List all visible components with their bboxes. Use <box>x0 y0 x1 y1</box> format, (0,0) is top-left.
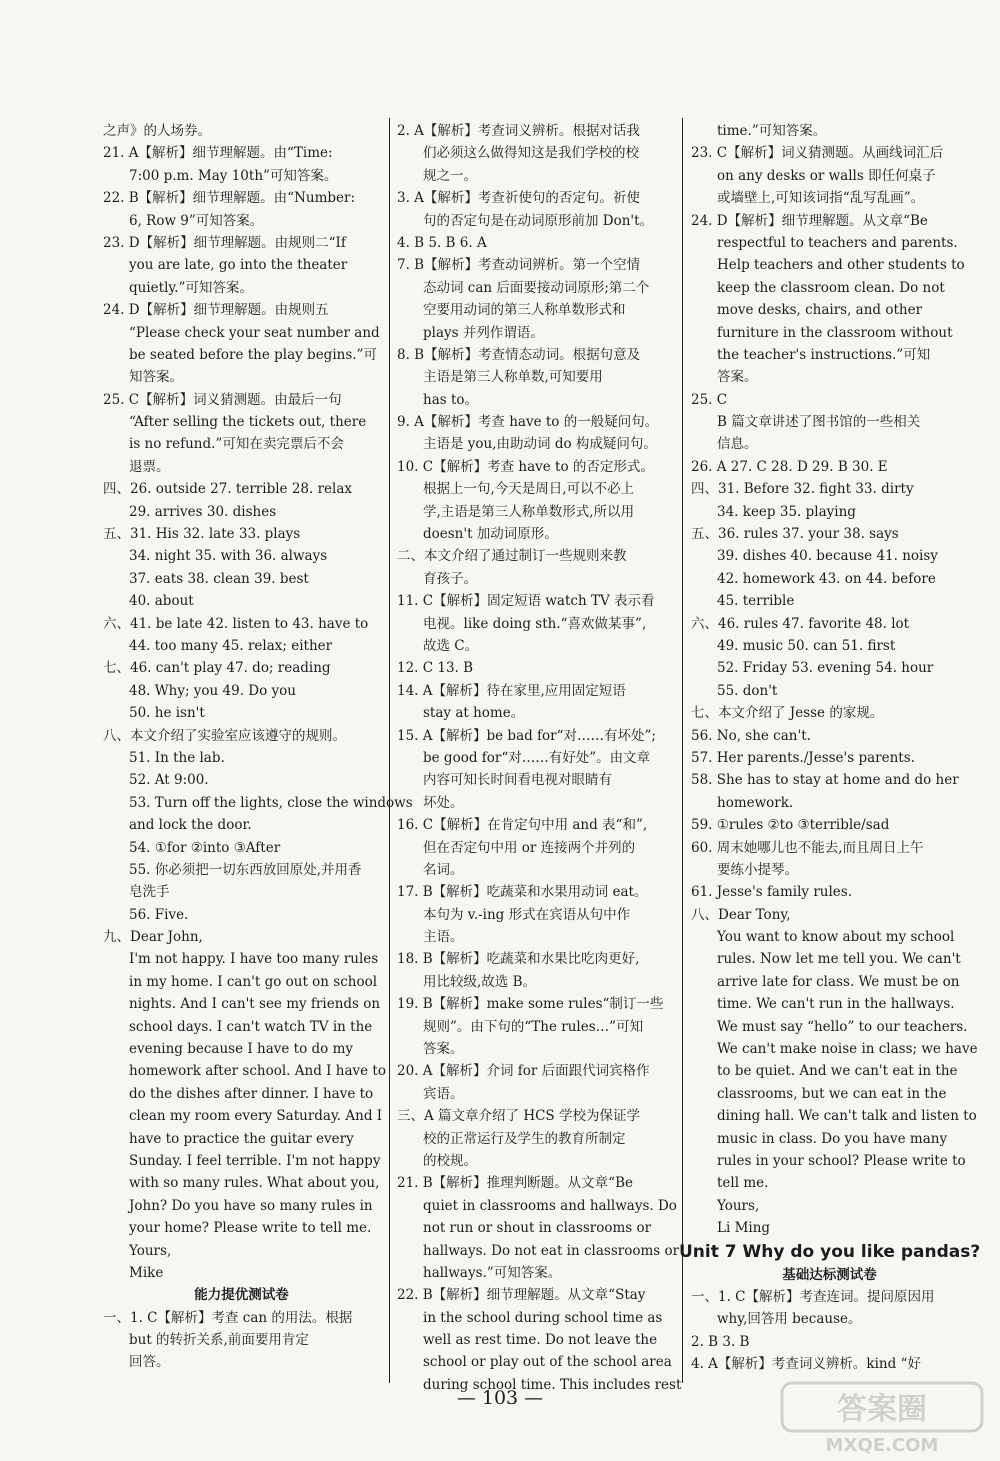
text-line: 40. about <box>129 593 194 610</box>
text-line: 7:00 p.m. May 10th”可知答案。 <box>129 167 338 184</box>
text-line: 48. Why; you 49. Do you <box>129 682 296 699</box>
text-line: 51. In the lab. <box>129 749 225 766</box>
text-line: 15. A【解析】be bad for“对……有坏处”; <box>397 727 656 744</box>
text-line: has to。 <box>423 391 479 408</box>
text-line: to be quiet. And we can't eat in the <box>717 1063 958 1080</box>
text-line: classrooms, but we can eat in the <box>717 1085 947 1102</box>
text-line: 五、31. His 32. late 33. plays <box>103 526 301 543</box>
text-line: clean my room every Saturday. And I <box>129 1108 383 1125</box>
text-line: move desks, chairs, and other <box>717 302 923 319</box>
text-line: during school time. This includes rest <box>423 1376 682 1393</box>
text-line: 10. C【解析】考查 have to 的否定形式。 <box>397 458 654 475</box>
text-line: and lock the door. <box>129 817 252 834</box>
text-line: 答案。 <box>423 1041 464 1058</box>
text-line: 七、46. can't play 47. do; reading <box>103 660 331 677</box>
text-line: 9. A【解析】考查 have to 的一般疑问句。 <box>397 414 659 431</box>
text-line: 23. C【解析】词义猜测题。从画线词汇后 <box>691 145 944 162</box>
text-line: Li Ming <box>717 1220 771 1237</box>
text-line: 49. music 50. can 51. first <box>717 637 896 654</box>
text-line: We must say “hello” to our teachers. <box>717 1018 968 1035</box>
text-line: 态动词 can 后面要接动词原形;第二个 <box>423 279 650 296</box>
text-line: “After selling the tickets out, there <box>129 414 367 431</box>
text-line: 三、A 篇文章介绍了 HCS 学校为保证学 <box>397 1108 640 1125</box>
text-line: 61. Jesse's family rules. <box>691 884 853 901</box>
text-line: 57. Her parents./Jesse's parents. <box>691 749 915 766</box>
column-right <box>679 120 981 1375</box>
text-line: 54. ①for ②into ③After <box>129 839 281 856</box>
column-divider-1 <box>389 118 390 1383</box>
text-line: 二、本文介绍了通过制订一些规则来教 <box>397 548 627 565</box>
text-line: 60. 周末她哪儿也不能去,而且周日上午 <box>691 839 924 856</box>
text-line: 规之一。 <box>423 167 477 184</box>
text-line: 25. C【解析】词义猜测题。由最后一句 <box>103 391 342 408</box>
text-line: 一、1. C【解析】考查 can 的用法。根据 <box>103 1309 353 1326</box>
text-line: 24. D【解析】细节理解题。由规则五 <box>103 302 329 319</box>
text-line: arrive late for class. We must be on <box>717 973 960 990</box>
text-line: hallways. Do not eat in classrooms or <box>423 1242 680 1259</box>
page-number: — 103 — <box>456 1387 544 1409</box>
text-line: 坏处。 <box>423 794 464 811</box>
text-line: 8. B【解析】考查情态动词。根据句意及 <box>397 346 641 363</box>
text-line: 58. She has to stay at home and do her <box>691 772 959 789</box>
text-line: 或墙壁上,可知该词指“乱写乱画”。 <box>717 190 925 207</box>
text-line: We can't make noise in class; we have <box>717 1041 978 1058</box>
text-line: quietly.”可知答案。 <box>129 279 253 296</box>
text-line: 但在否定句中用 or 连接两个并列的 <box>423 839 636 856</box>
text-line: 用比较级,故选 B。 <box>423 973 537 990</box>
text-line: 11. C【解析】固定短语 watch TV 表示看 <box>397 593 655 610</box>
text-line: school or play out of the school area <box>423 1354 672 1371</box>
text-line: 7. B【解析】考查动词辨析。第一个空情 <box>397 257 641 274</box>
text-line: 34. keep 35. playing <box>717 503 856 520</box>
text-line: 校的正常运行及学生的教育所制定 <box>423 1130 626 1147</box>
text-line: 19. B【解析】make some rules“制订一些 <box>397 996 664 1013</box>
text-line: 4. B 5. B 6. A <box>397 234 487 251</box>
text-line: 55. 你必须把一切东西放回原处,并用香 <box>129 861 362 878</box>
text-line: 六、46. rules 47. favorite 48. lot <box>691 615 910 632</box>
text-line: 29. arrives 30. dishes <box>129 503 277 520</box>
text-line: 句的否定句是在动词原形前加 Don't。 <box>423 212 654 229</box>
text-line: 22. B【解析】细节理解题。从文章“Stay <box>397 1287 646 1304</box>
text-line: Mike <box>129 1264 164 1281</box>
text-line: 八、本文介绍了实验室应该遵守的规则。 <box>103 727 346 744</box>
text-line: 们必须这么做得知这是我们学校的校 <box>423 145 639 162</box>
text-line: school days. I can't watch TV in the <box>129 1018 373 1035</box>
text-line: 50. he isn't <box>129 705 205 722</box>
text-line: 56. Five. <box>129 906 189 923</box>
text-line: Yours, <box>717 1197 760 1214</box>
text-line: B 篇文章讲述了图书馆的一些相关 <box>717 414 921 431</box>
text-line: 23. D【解析】细节理解题。由规则二“If <box>103 234 346 251</box>
text-line: 主语是 you,由助动词 do 构成疑问句。 <box>423 436 657 453</box>
text-line: your home? Please write to tell me. <box>129 1220 372 1237</box>
text-line: 一、1. C【解析】考查连词。提问原因用 <box>691 1288 935 1305</box>
text-line: 14. A【解析】待在家里,应用固定短语 <box>397 682 626 699</box>
text-line: 故选 C。 <box>423 637 479 654</box>
section-heading: 能力提优测试卷 <box>194 1287 289 1304</box>
watermark-logo <box>772 1377 992 1457</box>
text-line: 电视。like doing sth.“喜欢做某事”, <box>423 615 647 632</box>
text-line: the teacher's instructions.”可知 <box>717 346 931 363</box>
text-line: you are late, go into the theater <box>129 257 348 274</box>
text-line: 44. too many 45. relax; either <box>129 637 333 654</box>
column-left <box>103 120 413 1374</box>
text-line: music in class. Do you have many <box>717 1130 948 1147</box>
text-line: 4. A【解析】考查词义辨析。kind “好 <box>691 1356 921 1373</box>
text-line: Help teachers and other students to <box>717 257 965 274</box>
text-line: 四、31. Before 32. fight 33. dirty <box>691 481 914 498</box>
text-line: 59. ①rules ②to ③terrible/sad <box>691 817 890 834</box>
text-line: keep the classroom clean. Do not <box>717 279 945 296</box>
text-line: on any desks or walls 即任何桌子 <box>717 167 936 184</box>
text-line: 21. A【解析】细节理解题。由“Time: <box>103 145 333 162</box>
text-line: with so many rules. What about you, <box>129 1175 380 1192</box>
text-line: 21. B【解析】推理判断题。从文章“Be <box>397 1175 633 1192</box>
text-line: I'm not happy. I have too many rules <box>129 951 379 968</box>
svg-text:MXQE.COM: MXQE.COM <box>825 1435 939 1456</box>
text-line: 七、本文介绍了 Jesse 的家规。 <box>691 705 884 722</box>
text-line: homework after school. And I have to <box>129 1063 386 1080</box>
text-line: 20. A【解析】介词 for 后面跟代词宾格作 <box>397 1063 650 1080</box>
text-line: Sunday. I feel terrible. I'm not happy <box>129 1152 381 1169</box>
text-line: rules in your school? Please write to <box>717 1152 966 1169</box>
text-line: 52. At 9:00. <box>129 772 209 789</box>
svg-text:答案圈: 答案圈 <box>837 1392 927 1427</box>
text-line: 25. C <box>691 391 728 408</box>
text-line: 主语。 <box>423 929 464 946</box>
text-line: 45. terrible <box>717 593 795 610</box>
text-line: is no refund.”可知在卖完票后不会 <box>129 436 344 453</box>
text-line: “Please check your seat number and <box>129 324 380 341</box>
text-line: 18. B【解析】吃蔬菜和水果比吃肉更好, <box>397 951 640 968</box>
text-line: 五、36. rules 37. your 38. says <box>691 526 899 543</box>
text-line: 12. C 13. B <box>397 660 474 677</box>
text-line: 56. No, she can't. <box>691 727 811 744</box>
text-line: rules. Now let me tell you. We can't <box>717 951 961 968</box>
text-line: respectful to teachers and parents. <box>717 234 958 251</box>
text-line: why,回答用 because。 <box>717 1311 862 1328</box>
text-line: stay at home。 <box>423 705 525 722</box>
column-divider-2 <box>682 118 683 1383</box>
text-line: 学,主语是第三人称单数形式,所以用 <box>423 503 635 520</box>
text-line: 6, Row 9”可知答案。 <box>129 212 264 229</box>
text-line: 34. night 35. with 36. always <box>129 548 328 565</box>
text-line: John? Do you have so many rules in <box>129 1197 373 1214</box>
text-line: 内容可知长时间看电视对眼睛有 <box>423 772 612 789</box>
text-line: 17. B【解析】吃蔬菜和水果用动词 eat。 <box>397 884 648 901</box>
text-line: 要练小提琴。 <box>717 861 798 878</box>
text-line: evening because I have to do my <box>129 1041 353 1058</box>
text-line: nights. And I can't see my friends on <box>129 996 381 1013</box>
text-line: You want to know about my school <box>717 929 955 946</box>
text-line: 空要用动词的第三人称单数形式和 <box>423 302 626 319</box>
text-line: do the dishes after dinner. I have to <box>129 1085 374 1102</box>
text-line: have to practice the guitar every <box>129 1130 354 1147</box>
text-line: in my home. I can't go out on school <box>129 973 378 990</box>
text-line: well as rest time. Do not leave the <box>423 1332 658 1349</box>
text-line: be seated before the play begins.”可 <box>129 346 377 363</box>
text-line: 37. eats 38. clean 39. best <box>129 570 309 587</box>
text-line: 3. A【解析】考查祈使句的否定句。祈使 <box>397 190 640 207</box>
text-line: 26. A 27. C 28. D 29. B 30. E <box>691 458 888 475</box>
unit-heading: Unit 7 Why do you like pandas? <box>679 1241 981 1262</box>
text-line: 回答。 <box>129 1354 170 1371</box>
text-line: furniture in the classroom without <box>717 324 953 341</box>
text-line: 八、Dear Tony, <box>691 906 791 923</box>
text-line: 的校规。 <box>423 1152 477 1169</box>
text-line: dining hall. We can't talk and listen to <box>717 1108 977 1125</box>
text-line: but 的转折关系,前面要用肯定 <box>129 1332 309 1349</box>
text-line: in the school during school time as <box>423 1309 663 1326</box>
text-line: homework. <box>717 794 794 811</box>
text-line: 六、41. be late 42. listen to 43. have to <box>103 615 369 632</box>
text-line: 知答案。 <box>129 369 183 386</box>
text-line: 本句为 v.-ing 形式在宾语从句中作 <box>423 906 631 923</box>
text-line: 52. Friday 53. evening 54. hour <box>717 660 934 677</box>
text-line: doesn't 加动词原形。 <box>423 526 558 543</box>
text-line: 主语是第三人称单数,可知要用 <box>423 369 603 386</box>
text-line: 16. C【解析】在肯定句中用 and 表“和”, <box>397 817 648 834</box>
text-line: time.”可知答案。 <box>717 123 827 139</box>
text-line: not run or shout in classrooms or <box>423 1220 652 1237</box>
text-line: 皂洗手 <box>129 884 170 901</box>
text-line: 根据上一句,今天是周日,可以不必上 <box>423 481 635 498</box>
text-line: 22. B【解析】细节理解题。由“Number: <box>103 190 356 207</box>
text-line: hallways.”可知答案。 <box>423 1264 562 1281</box>
text-line: 宾语。 <box>423 1085 464 1102</box>
text-line: time. We can't run in the hallways. <box>717 996 955 1013</box>
text-line: 规则”。由下句的“The rules…”可知 <box>423 1018 644 1035</box>
text-line: 退票。 <box>129 458 170 475</box>
text-line: plays 并列作谓语。 <box>423 324 544 341</box>
text-line: 之声》的人场券。 <box>103 123 211 139</box>
text-line: Yours, <box>129 1242 172 1259</box>
text-line: 24. D【解析】细节理解题。从文章“Be <box>691 212 928 229</box>
text-line: be good for“对……有好处”。由文章 <box>423 749 651 766</box>
text-line: 55. don't <box>717 682 778 699</box>
text-line: 信息。 <box>717 436 758 453</box>
text-line: 名词。 <box>423 861 464 878</box>
text-line: quiet in classrooms and hallways. Do <box>423 1197 677 1214</box>
text-line: 42. homework 43. on 44. before <box>717 570 936 587</box>
text-line: 2. B 3. B <box>691 1333 750 1350</box>
text-line: 答案。 <box>717 369 758 386</box>
text-line: 育孩子。 <box>423 570 477 587</box>
text-line: 53. Turn off the lights, close the windows <box>129 794 413 811</box>
text-line: tell me. <box>717 1175 769 1192</box>
text-line: 2. A【解析】考查词义辨析。根据对话我 <box>397 123 640 139</box>
text-line: 四、26. outside 27. terrible 28. relax <box>103 481 352 498</box>
section-heading: 基础达标测试卷 <box>782 1266 877 1283</box>
text-line: 九、Dear John, <box>103 929 203 946</box>
column-middle <box>397 120 682 1396</box>
text-line: 39. dishes 40. because 41. noisy <box>717 548 938 565</box>
